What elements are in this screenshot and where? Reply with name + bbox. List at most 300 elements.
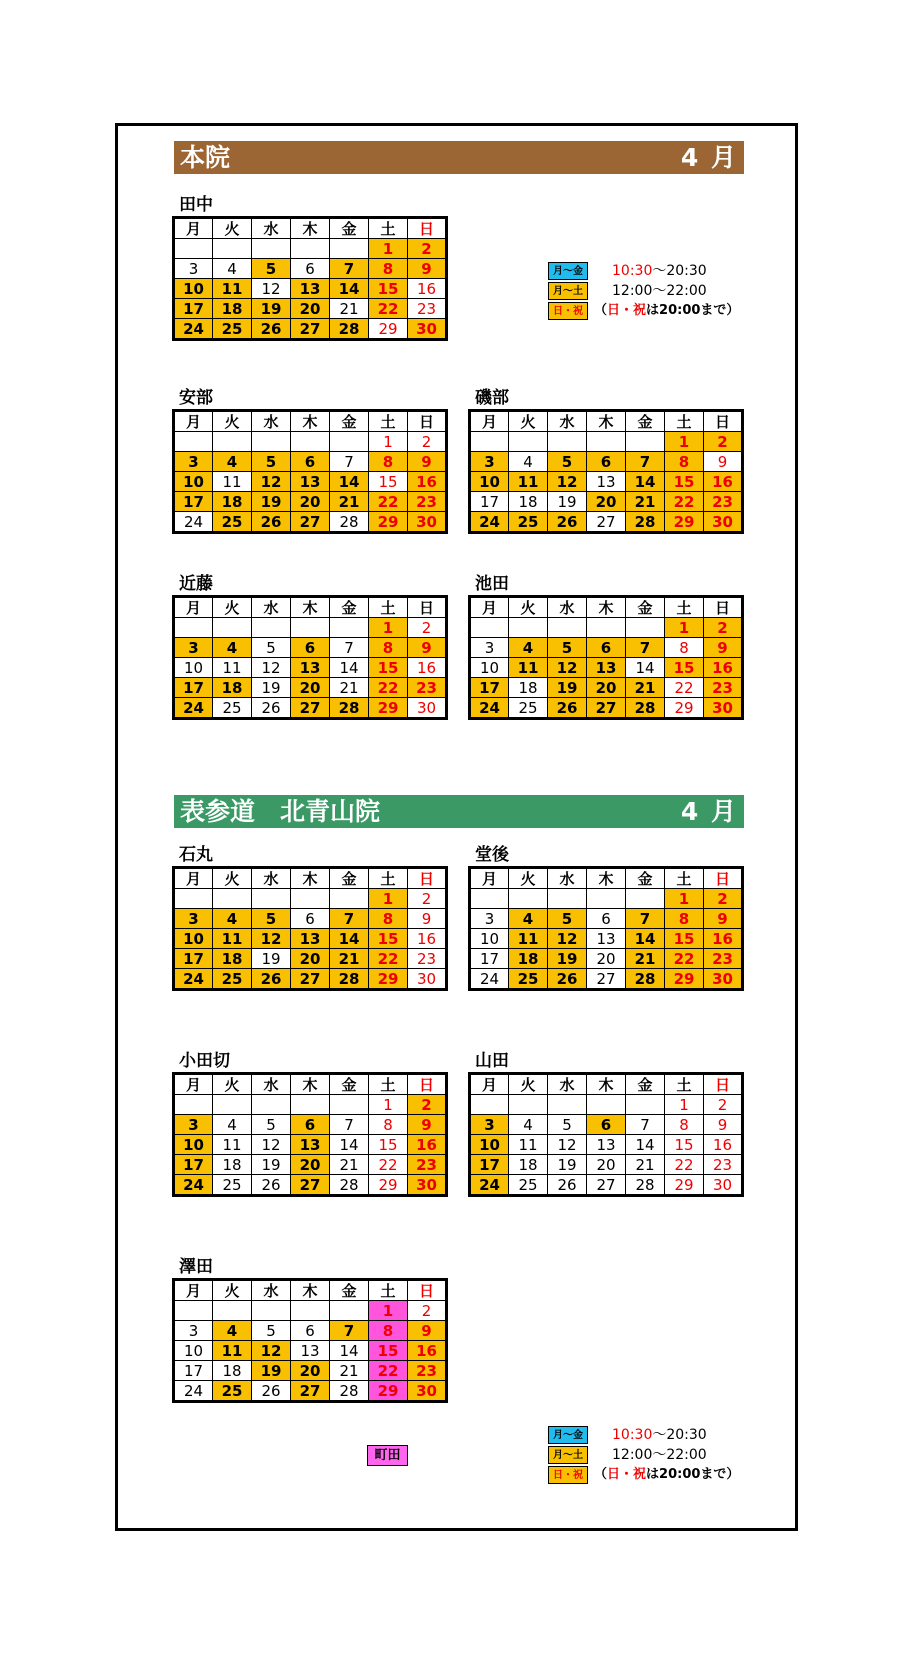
day-cell: 6 xyxy=(291,1321,330,1341)
day-cell: 7 xyxy=(330,1115,369,1135)
week-row xyxy=(174,678,447,698)
week-row xyxy=(470,929,743,949)
empty-cell xyxy=(548,1095,587,1115)
day-cell: 6 xyxy=(291,638,330,658)
day-cell: 5 xyxy=(252,259,291,279)
week-row xyxy=(174,472,447,492)
legend-swatch-weekday: 月～金 xyxy=(548,1426,588,1444)
day-cell: 3 xyxy=(470,638,509,658)
empty-cell xyxy=(291,239,330,259)
day-cell: 15 xyxy=(369,1135,408,1155)
day-cell: 28 xyxy=(626,512,665,533)
weekday-header: 土 xyxy=(665,411,704,432)
weekday-header: 日 xyxy=(408,1074,447,1095)
day-cell: 30 xyxy=(408,512,447,533)
day-cell: 14 xyxy=(626,472,665,492)
empty-cell xyxy=(213,618,252,638)
calendar-grid xyxy=(468,409,744,534)
weekday-header: 火 xyxy=(213,218,252,239)
day-cell: 7 xyxy=(330,638,369,658)
empty-cell xyxy=(252,1301,291,1321)
weekday-header: 金 xyxy=(330,597,369,618)
empty-cell xyxy=(291,1095,330,1115)
day-cell: 12 xyxy=(548,658,587,678)
doctor-calendar xyxy=(468,844,744,991)
day-cell: 28 xyxy=(330,698,369,719)
doctor-name: 小田切 xyxy=(179,1051,230,1071)
day-cell: 30 xyxy=(408,1175,447,1196)
legend-note-open: （ xyxy=(594,1467,608,1482)
day-cell: 3 xyxy=(174,909,213,929)
weekday-header: 土 xyxy=(665,597,704,618)
day-cell: 15 xyxy=(665,1135,704,1155)
day-cell: 14 xyxy=(330,929,369,949)
day-cell: 28 xyxy=(626,969,665,990)
section-month: 4 月 xyxy=(680,797,738,826)
empty-cell xyxy=(587,889,626,909)
week-row xyxy=(174,279,447,299)
legend-swatch-sat: 月～土 xyxy=(548,282,588,300)
day-cell: 12 xyxy=(252,658,291,678)
weekday-header: 日 xyxy=(408,218,447,239)
day-cell: 2 xyxy=(704,618,743,638)
weekday-header: 日 xyxy=(704,868,743,889)
day-cell: 26 xyxy=(252,1175,291,1196)
empty-cell xyxy=(291,1301,330,1321)
day-cell: 28 xyxy=(330,1381,369,1402)
day-cell: 18 xyxy=(509,1155,548,1175)
weekday-header: 金 xyxy=(626,597,665,618)
weekday-header: 日 xyxy=(408,1280,447,1301)
day-cell: 23 xyxy=(704,949,743,969)
day-cell: 1 xyxy=(369,239,408,259)
day-cell: 15 xyxy=(369,279,408,299)
day-cell: 12 xyxy=(252,279,291,299)
weekday-header: 木 xyxy=(587,868,626,889)
empty-cell xyxy=(252,1095,291,1115)
day-cell: 8 xyxy=(369,638,408,658)
day-cell: 23 xyxy=(704,678,743,698)
hours-legend-2 xyxy=(548,1425,748,1485)
day-cell: 4 xyxy=(509,638,548,658)
day-cell: 22 xyxy=(369,492,408,512)
week-row xyxy=(470,1115,743,1135)
empty-cell xyxy=(509,889,548,909)
empty-cell xyxy=(252,889,291,909)
day-cell: 16 xyxy=(408,279,447,299)
legend-hours-weekday-start: 10:30 xyxy=(612,1427,653,1443)
day-cell: 8 xyxy=(369,1321,408,1341)
day-cell: 9 xyxy=(408,638,447,658)
day-cell: 15 xyxy=(665,658,704,678)
day-cell: 14 xyxy=(626,1135,665,1155)
legend-hours-weekday xyxy=(612,261,707,281)
day-cell: 20 xyxy=(291,1155,330,1175)
day-cell: 18 xyxy=(509,492,548,512)
day-cell: 28 xyxy=(330,1175,369,1196)
weekday-header: 金 xyxy=(626,868,665,889)
week-row xyxy=(470,638,743,658)
day-cell: 1 xyxy=(369,1095,408,1115)
day-cell: 27 xyxy=(587,698,626,719)
day-cell: 7 xyxy=(626,909,665,929)
day-cell: 14 xyxy=(330,472,369,492)
week-row xyxy=(174,1155,447,1175)
empty-cell xyxy=(626,1095,665,1115)
weekday-header: 金 xyxy=(626,411,665,432)
day-cell: 20 xyxy=(587,1155,626,1175)
day-cell: 22 xyxy=(369,299,408,319)
weekday-header: 火 xyxy=(213,411,252,432)
week-row xyxy=(174,1115,447,1135)
week-row xyxy=(174,1321,447,1341)
weekday-header: 金 xyxy=(330,868,369,889)
machida-badge: 町田 xyxy=(367,1445,408,1466)
day-cell: 10 xyxy=(470,1135,509,1155)
day-cell: 25 xyxy=(509,1175,548,1196)
week-row xyxy=(470,1135,743,1155)
weekday-header: 火 xyxy=(509,868,548,889)
weekday-header: 木 xyxy=(291,597,330,618)
empty-cell xyxy=(252,239,291,259)
day-cell: 30 xyxy=(704,969,743,990)
day-cell: 27 xyxy=(291,512,330,533)
week-row xyxy=(174,618,447,638)
weekday-header-row xyxy=(174,1280,447,1301)
week-row xyxy=(174,1341,447,1361)
legend-hours-weekday-end: ～20:30 xyxy=(652,1427,707,1443)
day-cell: 17 xyxy=(174,299,213,319)
day-cell: 29 xyxy=(369,698,408,719)
day-cell: 20 xyxy=(291,492,330,512)
calendar-grid xyxy=(172,409,448,534)
day-cell: 7 xyxy=(330,1321,369,1341)
day-cell: 8 xyxy=(369,259,408,279)
day-cell: 3 xyxy=(174,638,213,658)
week-row xyxy=(174,1175,447,1196)
day-cell: 29 xyxy=(369,1175,408,1196)
day-cell: 15 xyxy=(369,472,408,492)
day-cell: 3 xyxy=(470,452,509,472)
empty-cell xyxy=(213,889,252,909)
day-cell: 20 xyxy=(587,678,626,698)
day-cell: 26 xyxy=(252,1381,291,1402)
day-cell: 16 xyxy=(704,1135,743,1155)
day-cell: 12 xyxy=(252,1135,291,1155)
day-cell: 7 xyxy=(626,452,665,472)
day-cell: 17 xyxy=(470,492,509,512)
day-cell: 13 xyxy=(291,1135,330,1155)
day-cell: 10 xyxy=(174,1135,213,1155)
day-cell: 6 xyxy=(587,1115,626,1135)
empty-cell xyxy=(174,618,213,638)
week-row xyxy=(174,319,447,340)
weekday-header-row xyxy=(174,411,447,432)
empty-cell xyxy=(330,239,369,259)
calendar-grid xyxy=(172,866,448,991)
day-cell: 5 xyxy=(252,1321,291,1341)
day-cell: 13 xyxy=(587,929,626,949)
day-cell: 9 xyxy=(408,1115,447,1135)
day-cell: 2 xyxy=(408,1095,447,1115)
weekday-header-row xyxy=(470,411,743,432)
day-cell: 17 xyxy=(470,678,509,698)
day-cell: 2 xyxy=(408,432,447,452)
day-cell: 30 xyxy=(704,698,743,719)
weekday-header: 水 xyxy=(548,597,587,618)
week-row xyxy=(470,658,743,678)
weekday-header: 月 xyxy=(174,1074,213,1095)
calendar-grid xyxy=(468,595,744,720)
day-cell: 16 xyxy=(408,1135,447,1155)
doctor-name: 磯部 xyxy=(475,388,509,408)
day-cell: 24 xyxy=(174,319,213,340)
week-row xyxy=(470,889,743,909)
week-row xyxy=(470,678,743,698)
day-cell: 6 xyxy=(291,452,330,472)
weekday-header: 土 xyxy=(369,597,408,618)
empty-cell xyxy=(213,432,252,452)
legend-row-sun xyxy=(548,1465,748,1485)
day-cell: 27 xyxy=(291,319,330,340)
day-cell: 18 xyxy=(509,949,548,969)
weekday-header: 月 xyxy=(174,597,213,618)
empty-cell xyxy=(470,618,509,638)
week-row xyxy=(470,909,743,929)
calendar-grid xyxy=(468,1072,744,1197)
doctor-calendar xyxy=(172,1256,448,1403)
empty-cell xyxy=(330,618,369,638)
day-cell: 4 xyxy=(213,1321,252,1341)
day-cell: 17 xyxy=(470,1155,509,1175)
weekday-header-row xyxy=(470,597,743,618)
legend-hours-sat: 12:00～22:00 xyxy=(612,1447,707,1463)
weekday-header-row xyxy=(174,597,447,618)
weekday-header: 土 xyxy=(665,868,704,889)
legend-swatch-sat: 月～土 xyxy=(548,1446,588,1464)
legend-hours-weekday-start: 10:30 xyxy=(612,263,653,279)
week-row xyxy=(174,929,447,949)
empty-cell xyxy=(470,432,509,452)
day-cell: 22 xyxy=(665,492,704,512)
legend-row-sat xyxy=(548,281,748,301)
day-cell: 21 xyxy=(626,678,665,698)
weekday-header: 火 xyxy=(213,1074,252,1095)
weekday-header-row xyxy=(470,868,743,889)
doctor-calendar xyxy=(468,387,744,534)
weekday-header: 金 xyxy=(330,1074,369,1095)
weekday-header: 木 xyxy=(291,411,330,432)
calendar-grid xyxy=(172,1278,448,1403)
weekday-header: 木 xyxy=(587,411,626,432)
week-row xyxy=(174,432,447,452)
day-cell: 20 xyxy=(291,1361,330,1381)
legend-hours-sat: 12:00～22:00 xyxy=(612,283,707,299)
day-cell: 10 xyxy=(470,658,509,678)
weekday-header: 月 xyxy=(470,597,509,618)
day-cell: 15 xyxy=(369,1341,408,1361)
day-cell: 7 xyxy=(626,638,665,658)
calendar-grid xyxy=(468,866,744,991)
day-cell: 26 xyxy=(548,698,587,719)
day-cell: 9 xyxy=(408,909,447,929)
doctor-name: 安部 xyxy=(179,388,213,408)
day-cell: 2 xyxy=(408,239,447,259)
day-cell: 18 xyxy=(213,492,252,512)
week-row xyxy=(174,698,447,719)
doctor-name: 近藤 xyxy=(179,574,213,594)
day-cell: 23 xyxy=(408,492,447,512)
day-cell: 22 xyxy=(665,1155,704,1175)
day-cell: 22 xyxy=(369,1155,408,1175)
day-cell: 29 xyxy=(665,969,704,990)
day-cell: 14 xyxy=(330,1135,369,1155)
week-row xyxy=(174,1301,447,1321)
day-cell: 5 xyxy=(252,909,291,929)
week-row xyxy=(174,1095,447,1115)
day-cell: 28 xyxy=(626,698,665,719)
day-cell: 6 xyxy=(587,638,626,658)
empty-cell xyxy=(213,1301,252,1321)
day-cell: 26 xyxy=(548,969,587,990)
doctor-calendar xyxy=(172,194,448,341)
legend-swatch-weekday: 月～金 xyxy=(548,262,588,280)
week-row xyxy=(470,618,743,638)
day-cell: 15 xyxy=(665,472,704,492)
day-cell: 8 xyxy=(369,1115,408,1135)
day-cell: 8 xyxy=(665,452,704,472)
day-cell: 23 xyxy=(408,949,447,969)
day-cell: 24 xyxy=(174,969,213,990)
day-cell: 1 xyxy=(665,432,704,452)
empty-cell xyxy=(548,889,587,909)
day-cell: 25 xyxy=(213,969,252,990)
day-cell: 21 xyxy=(626,492,665,512)
day-cell: 3 xyxy=(174,1321,213,1341)
empty-cell xyxy=(174,1301,213,1321)
week-row xyxy=(174,889,447,909)
day-cell: 12 xyxy=(252,1341,291,1361)
day-cell: 25 xyxy=(509,698,548,719)
empty-cell xyxy=(252,618,291,638)
day-cell: 30 xyxy=(408,969,447,990)
weekday-header: 月 xyxy=(174,868,213,889)
day-cell: 6 xyxy=(291,1115,330,1135)
day-cell: 4 xyxy=(213,909,252,929)
legend-swatch-sun: 日・祝 xyxy=(548,1466,588,1484)
day-cell: 13 xyxy=(587,658,626,678)
weekday-header: 金 xyxy=(330,411,369,432)
day-cell: 18 xyxy=(213,678,252,698)
day-cell: 11 xyxy=(509,1135,548,1155)
empty-cell xyxy=(470,1095,509,1115)
day-cell: 9 xyxy=(408,259,447,279)
day-cell: 22 xyxy=(665,678,704,698)
day-cell: 16 xyxy=(408,929,447,949)
day-cell: 5 xyxy=(252,1115,291,1135)
day-cell: 21 xyxy=(330,1361,369,1381)
day-cell: 17 xyxy=(174,949,213,969)
day-cell: 23 xyxy=(408,678,447,698)
week-row xyxy=(174,1361,447,1381)
day-cell: 15 xyxy=(369,658,408,678)
doctor-calendar xyxy=(468,1050,744,1197)
day-cell: 16 xyxy=(704,472,743,492)
day-cell: 21 xyxy=(626,1155,665,1175)
empty-cell xyxy=(330,432,369,452)
week-row xyxy=(470,698,743,719)
day-cell: 10 xyxy=(470,472,509,492)
weekday-header: 木 xyxy=(291,1074,330,1095)
day-cell: 7 xyxy=(626,1115,665,1135)
week-row xyxy=(470,949,743,969)
day-cell: 13 xyxy=(291,472,330,492)
empty-cell xyxy=(587,432,626,452)
day-cell: 19 xyxy=(548,492,587,512)
weekday-header: 水 xyxy=(548,411,587,432)
day-cell: 24 xyxy=(470,698,509,719)
day-cell: 5 xyxy=(548,452,587,472)
empty-cell xyxy=(626,618,665,638)
day-cell: 29 xyxy=(369,1381,408,1402)
weekday-header: 水 xyxy=(252,411,291,432)
day-cell: 7 xyxy=(330,452,369,472)
day-cell: 19 xyxy=(252,299,291,319)
day-cell: 27 xyxy=(587,1175,626,1196)
day-cell: 26 xyxy=(548,1175,587,1196)
calendar-grid xyxy=(172,1072,448,1197)
day-cell: 11 xyxy=(509,658,548,678)
day-cell: 27 xyxy=(291,1381,330,1402)
weekday-header-row xyxy=(174,868,447,889)
day-cell: 7 xyxy=(330,909,369,929)
day-cell: 23 xyxy=(704,492,743,512)
legend-note-rest: は20:00まで） xyxy=(646,303,740,318)
day-cell: 3 xyxy=(174,452,213,472)
day-cell: 10 xyxy=(174,1341,213,1361)
day-cell: 4 xyxy=(213,259,252,279)
day-cell: 9 xyxy=(704,638,743,658)
empty-cell xyxy=(291,618,330,638)
day-cell: 2 xyxy=(408,1301,447,1321)
empty-cell xyxy=(330,1095,369,1115)
section-banner-omotesando xyxy=(174,795,744,828)
week-row xyxy=(174,452,447,472)
day-cell: 12 xyxy=(548,1135,587,1155)
day-cell: 19 xyxy=(252,1361,291,1381)
doctor-name: 山田 xyxy=(475,1051,509,1071)
day-cell: 25 xyxy=(213,1381,252,1402)
weekday-header: 火 xyxy=(509,597,548,618)
weekday-header: 土 xyxy=(369,868,408,889)
day-cell: 19 xyxy=(252,1155,291,1175)
day-cell: 28 xyxy=(330,319,369,340)
legend-note-red: 日・祝 xyxy=(607,303,647,318)
legend-hours-weekday xyxy=(612,1425,707,1445)
legend-row-weekday xyxy=(548,261,748,281)
day-cell: 28 xyxy=(626,1175,665,1196)
empty-cell xyxy=(548,618,587,638)
day-cell: 21 xyxy=(330,492,369,512)
day-cell: 30 xyxy=(704,512,743,533)
day-cell: 16 xyxy=(408,1341,447,1361)
day-cell: 5 xyxy=(548,909,587,929)
empty-cell xyxy=(291,432,330,452)
week-row xyxy=(174,949,447,969)
day-cell: 13 xyxy=(291,1341,330,1361)
day-cell: 12 xyxy=(252,472,291,492)
day-cell: 28 xyxy=(330,969,369,990)
